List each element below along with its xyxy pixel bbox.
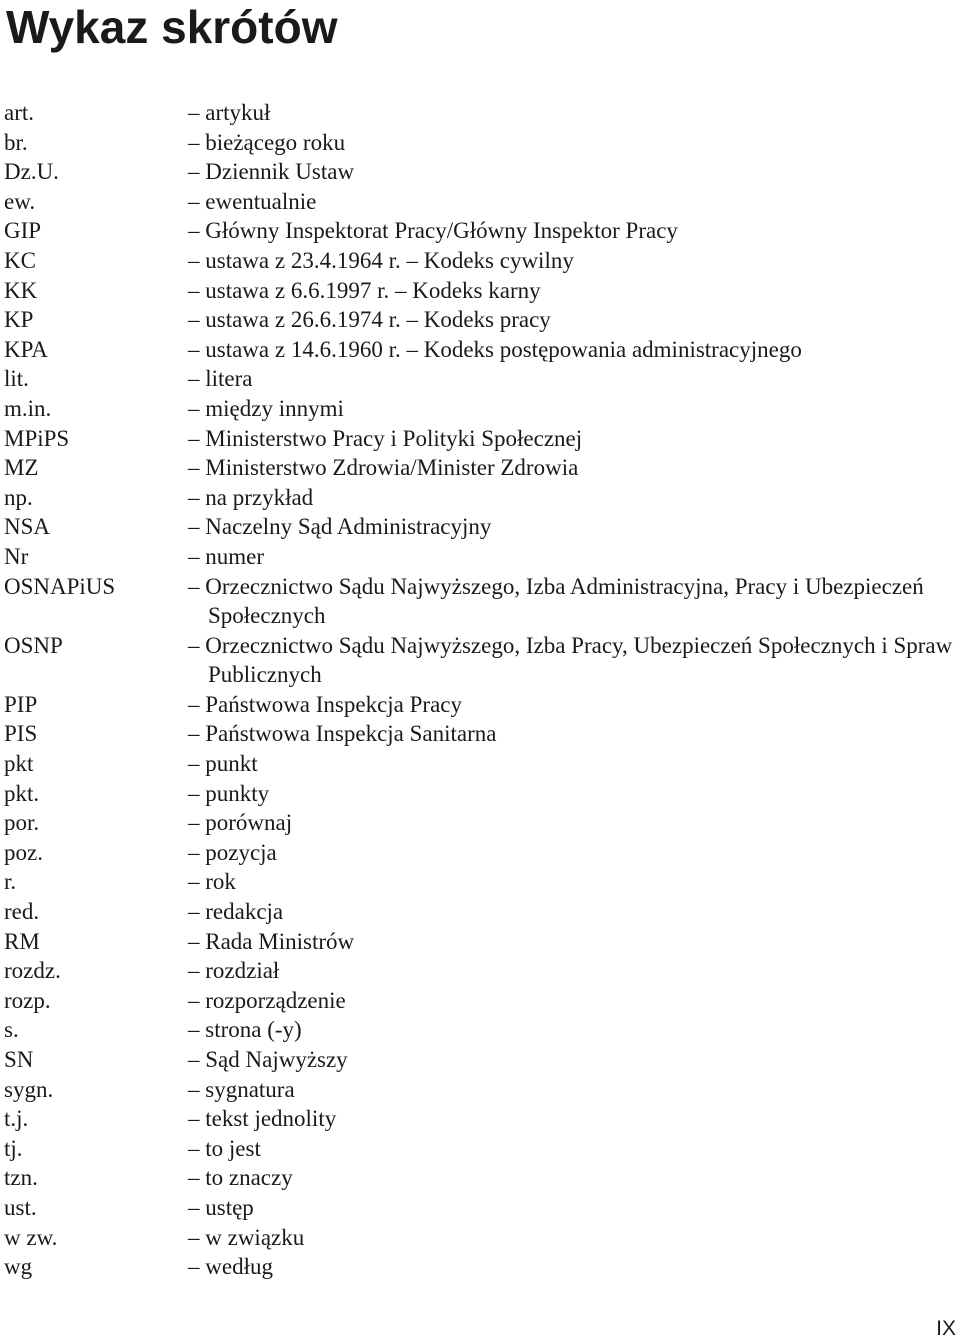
abbreviation-term: por. xyxy=(4,810,40,836)
abbreviation-row xyxy=(0,897,960,927)
abbreviation-row xyxy=(0,1134,960,1164)
abbreviation-row xyxy=(0,98,960,128)
abbreviation-term: KPA xyxy=(4,336,48,362)
abbreviation-row xyxy=(0,305,960,335)
abbreviation-term: m.in. xyxy=(4,395,52,421)
abbreviation-row xyxy=(0,1223,960,1253)
abbreviation-row xyxy=(0,719,960,749)
abbreviation-term: ew. xyxy=(4,188,36,214)
abbreviation-row xyxy=(0,779,960,809)
abbreviation-row xyxy=(0,276,960,306)
abbreviation-definition: – strona (-y) xyxy=(188,1017,302,1043)
abbreviation-definition: – ustawa z 26.6.1974 r. – Kodeks pracy xyxy=(188,307,551,333)
abbreviation-definition: – Ministerstwo Pracy i Polityki Społecznej xyxy=(188,425,583,451)
abbreviation-definition: – rozporządzenie xyxy=(188,987,346,1013)
abbreviation-definition: – rok xyxy=(188,869,236,895)
abbreviation-definition: – Orzecznictwo Sądu Najwyższego, Izba Pracy, Ubezpieczeń Społecznych i Spraw Publicznych xyxy=(188,632,953,688)
abbreviation-row xyxy=(0,128,960,158)
abbreviation-definition: – ustęp xyxy=(188,1194,254,1220)
abbreviation-row xyxy=(0,749,960,779)
abbreviation-term: rozdz. xyxy=(4,958,61,984)
abbreviation-definition: – między innymi xyxy=(188,395,344,421)
abbreviation-row xyxy=(0,542,960,572)
abbreviation-definition: – Dziennik Ustaw xyxy=(188,159,355,185)
page-title: Wykaz skrótów xyxy=(6,1,338,53)
abbreviation-term: RM xyxy=(4,928,40,954)
abbreviation-row xyxy=(0,1015,960,1045)
abbreviation-term: pkt xyxy=(4,751,34,777)
abbreviation-definition: – w związku xyxy=(188,1224,305,1250)
abbreviation-term: KP xyxy=(4,307,34,333)
abbreviation-row xyxy=(0,335,960,365)
abbreviation-definition: – ustawa z 14.6.1960 r. – Kodeks postępowania administracyjnego xyxy=(188,336,802,362)
abbreviation-term: poz. xyxy=(4,839,43,865)
abbreviation-term: KK xyxy=(4,277,38,303)
abbreviation-term: t.j. xyxy=(4,1106,29,1132)
abbreviation-definition: – to znaczy xyxy=(188,1165,293,1191)
abbreviation-term: OSNP xyxy=(4,632,63,658)
abbreviation-definition: – ewentualnie xyxy=(188,188,317,214)
abbreviation-definition: – Naczelny Sąd Administracyjny xyxy=(188,514,492,540)
abbreviation-term: SN xyxy=(4,1047,34,1072)
abbreviation-row xyxy=(0,1104,960,1134)
abbreviation-row xyxy=(0,838,960,868)
abbreviation-definition: – tekst jednolity xyxy=(188,1106,337,1132)
abbreviation-term: Nr xyxy=(4,543,29,569)
abbreviation-definition: – Ministerstwo Zdrowia/Minister Zdrowia xyxy=(188,455,579,481)
abbreviation-definition: – rozdział xyxy=(188,958,280,984)
abbreviation-term: br. xyxy=(4,129,28,155)
abbreviation-term: NSA xyxy=(4,514,51,540)
abbreviation-term: r. xyxy=(4,869,17,895)
abbreviation-term: PIP xyxy=(4,691,38,717)
abbreviation-term: lit. xyxy=(4,366,29,392)
abbreviation-term: tzn. xyxy=(4,1165,38,1191)
abbreviation-row xyxy=(0,157,960,187)
abbreviation-definition: – Państwowa Inspekcja Sanitarna xyxy=(188,721,497,747)
abbreviation-term: pkt. xyxy=(4,780,40,806)
abbreviation-definition: – artykuł xyxy=(188,100,271,125)
abbreviation-definition: – porównaj xyxy=(188,810,293,836)
abbreviation-term: w zw. xyxy=(4,1224,58,1250)
abbreviation-term: Dz.U. xyxy=(4,159,59,185)
abbreviation-term: ust. xyxy=(4,1194,37,1220)
abbreviation-row xyxy=(0,364,960,394)
abbreviation-row xyxy=(0,927,960,957)
abbreviation-term: np. xyxy=(4,484,33,510)
abbreviation-term: MZ xyxy=(4,455,39,481)
abbreviation-row xyxy=(0,867,960,897)
abbreviation-definition: – ustawa z 23.4.1964 r. – Kodeks cywilny xyxy=(188,247,574,273)
abbreviation-row xyxy=(0,956,960,986)
abbreviation-term: red. xyxy=(4,899,40,925)
abbreviation-term: s. xyxy=(4,1017,19,1043)
abbreviation-term: rozp. xyxy=(4,987,51,1013)
abbreviation-definition: – według xyxy=(188,1254,273,1280)
abbreviation-definition: – redakcja xyxy=(188,899,284,925)
abbreviation-row xyxy=(0,572,960,631)
abbreviation-definition: – numer xyxy=(188,543,265,569)
abbreviation-definition: – punkt xyxy=(188,751,258,777)
abbreviation-term: PIS xyxy=(4,721,38,747)
abbreviation-term: MPiPS xyxy=(4,425,70,451)
abbreviation-definition: – Państwowa Inspekcja Pracy xyxy=(188,691,463,717)
abbreviation-definition: – Sąd Najwyższy xyxy=(188,1047,348,1072)
abbreviation-definition: – na przykład xyxy=(188,484,314,510)
abbreviation-row xyxy=(0,187,960,217)
abbreviation-row xyxy=(0,1252,960,1282)
abbreviation-term: wg xyxy=(4,1254,33,1280)
abbreviation-term: OSNAPiUS xyxy=(4,573,116,599)
abbreviation-row xyxy=(0,1193,960,1223)
abbreviation-definition: – Rada Ministrów xyxy=(188,928,355,954)
abbreviation-definition: – pozycja xyxy=(188,839,277,865)
page-number: IX xyxy=(936,1317,956,1340)
abbreviation-definition: – sygnatura xyxy=(188,1076,295,1102)
abbreviation-row xyxy=(0,986,960,1016)
abbreviation-definition: – punkty xyxy=(188,780,270,806)
abbreviation-row xyxy=(0,483,960,513)
abbreviation-row xyxy=(0,512,960,542)
abbreviation-row xyxy=(0,1075,960,1105)
abbreviation-row xyxy=(0,808,960,838)
abbreviation-definition: – to jest xyxy=(188,1135,261,1161)
abbreviation-term: tj. xyxy=(4,1135,23,1161)
abbreviation-row xyxy=(0,1163,960,1193)
abbreviation-definition: – ustawa z 6.6.1997 r. – Kodeks karny xyxy=(188,277,541,303)
abbreviation-row xyxy=(0,690,960,720)
abbreviation-row xyxy=(0,1045,960,1075)
abbreviation-definition: – bieżącego roku xyxy=(188,129,346,155)
abbreviation-definition: – litera xyxy=(188,366,253,392)
abbreviation-row xyxy=(0,453,960,483)
abbreviation-term: GIP xyxy=(4,218,42,244)
abbreviation-term: KC xyxy=(4,247,36,273)
abbreviation-term: art. xyxy=(4,100,35,125)
abbreviation-list xyxy=(0,98,960,1282)
abbreviation-definition: – Orzecznictwo Sądu Najwyższego, Izba Administracyjna, Pracy i Ubezpieczeń Społecznych xyxy=(188,573,924,629)
abbreviation-row xyxy=(0,394,960,424)
abbreviation-row xyxy=(0,631,960,690)
abbreviation-row xyxy=(0,216,960,246)
abbreviation-term: sygn. xyxy=(4,1076,54,1102)
abbreviation-row xyxy=(0,246,960,276)
abbreviation-definition: – Główny Inspektorat Pracy/Główny Inspektor Pracy xyxy=(188,218,678,244)
abbreviation-row xyxy=(0,424,960,454)
